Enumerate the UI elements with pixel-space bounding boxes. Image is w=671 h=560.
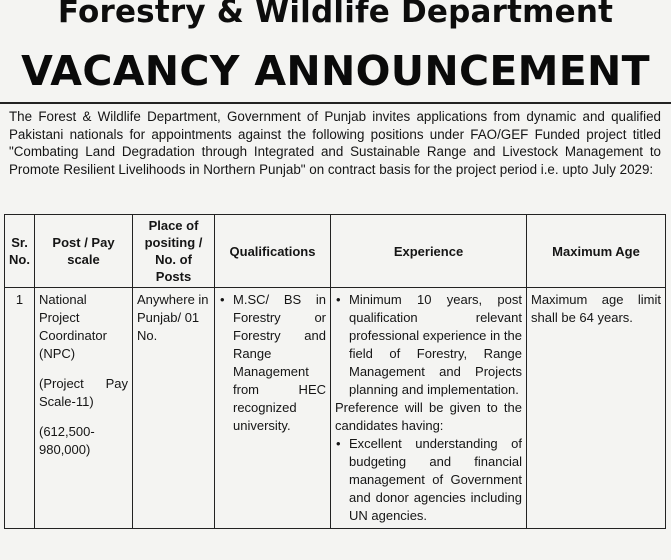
header-qualifications: Qualifications [215, 215, 331, 288]
table-row [5, 288, 666, 529]
department-heading: Forestry & Wildlife Department [57, 0, 614, 30]
header-experience: Experience [331, 215, 527, 288]
divider-rule [0, 102, 671, 104]
header-post-pay-scale: Post / Pay scale [35, 215, 133, 288]
cell-sr-no: 1 [5, 288, 35, 529]
preference-intro: Preference will be given to the candidates having: [335, 400, 522, 433]
vacancy-table [4, 214, 666, 529]
cell-experience [331, 288, 527, 529]
header-sr-no: Sr. No. [5, 215, 35, 288]
cell-maximum-age: Maximum age limit shall be 64 years. [527, 288, 666, 529]
cell-post [35, 288, 133, 529]
preference-list [335, 435, 522, 525]
intro-paragraph: The Forest & Wildlife Department, Government of Punjab invites applications from dynamic and qualified Pakistani nationals for appointments against the following positions under FAO/GEF Funded project titled "Combating Land Degradation through Integrated and Sustainable Range and Livestock Management to Promote Resilient Livelihoods in Northern Punjab" on contract basis for the project period i.e. upto July 2029: [9, 109, 661, 177]
header-maximum-age: Maximum Age [527, 215, 666, 288]
post-pay-scale: (Project Pay Scale-11) [39, 376, 128, 409]
preference-item: • Excellent understanding of budgeting and financial management of Government and donor agencies including UN agencies. [335, 435, 522, 525]
post-salary: (612,500-980,000) [39, 424, 95, 457]
experience-list [335, 291, 522, 399]
cell-place: Anywhere in Punjab/ 01 No. [133, 288, 215, 529]
post-title: National Project Coordinator (NPC) [39, 292, 107, 361]
table-header-row [5, 215, 666, 288]
qualification-item: • M.SC/ BS in Forestry or Forestry and Range Management from HEC recognized university. [219, 291, 326, 435]
experience-item: • Minimum 10 years, post qualification relevant professional experience in the field of Forestry, Range Management and Projects planning and implementation. [335, 291, 522, 399]
qualification-list [219, 291, 326, 435]
header-place-of-posting: Place of positing / No. of Posts [133, 215, 215, 288]
cell-qualification [215, 288, 331, 529]
announcement-title: VACANCY ANNOUNCEMENT [21, 47, 650, 95]
